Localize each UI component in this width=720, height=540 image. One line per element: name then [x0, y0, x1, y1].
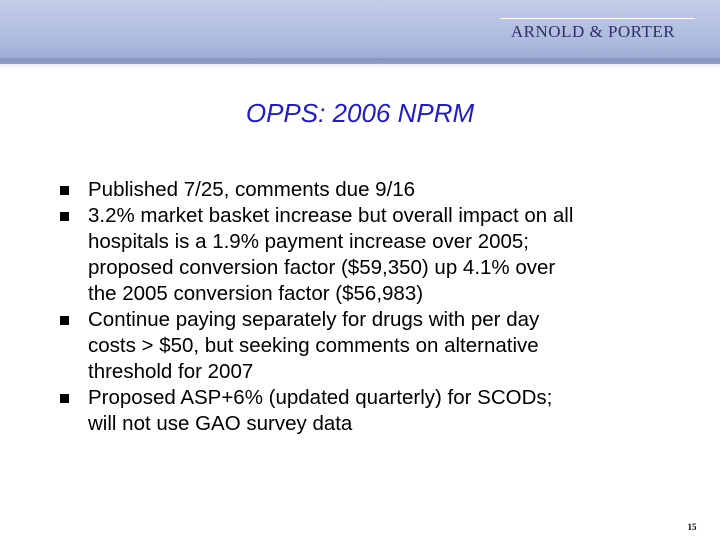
bullet-line: the 2005 conversion factor ($56,983): [88, 282, 424, 305]
bullet-item: [58, 307, 678, 385]
bullet-item: [58, 203, 678, 307]
page-number: 15: [687, 522, 697, 532]
bullet-line: will not use GAO survey data: [88, 412, 353, 435]
slide-title: OPPS: 2006 NPRM: [245, 98, 475, 128]
logo-rule: [500, 18, 695, 19]
bullet-line: Published 7/25, comments due 9/16: [88, 178, 416, 201]
bullet-item: [58, 385, 678, 437]
bullet-line: threshold for 2007: [88, 360, 254, 383]
bullet-line: hospitals is a 1.9% payment increase over 2005;: [88, 230, 530, 253]
bullet-line: proposed conversion factor ($59,350) up 4.1% over: [88, 256, 556, 279]
bullet-line: Continue paying separately for drugs with per day: [88, 308, 540, 331]
bullet-list: [58, 177, 678, 437]
bullet-item: [58, 177, 678, 203]
square-bullet-icon: [60, 212, 69, 221]
firm-logo-text: ARNOLD & PORTER: [510, 22, 676, 41]
square-bullet-icon: [60, 186, 69, 195]
square-bullet-icon: [60, 316, 69, 325]
bullet-line: 3.2% market basket increase but overall impact on all: [88, 204, 574, 227]
bullet-line: Proposed ASP+6% (updated quarterly) for SCODs;: [88, 386, 553, 409]
header-shadow: [0, 58, 720, 68]
square-bullet-icon: [60, 394, 69, 403]
bullet-line: costs > $50, but seeking comments on alternative: [88, 334, 539, 357]
